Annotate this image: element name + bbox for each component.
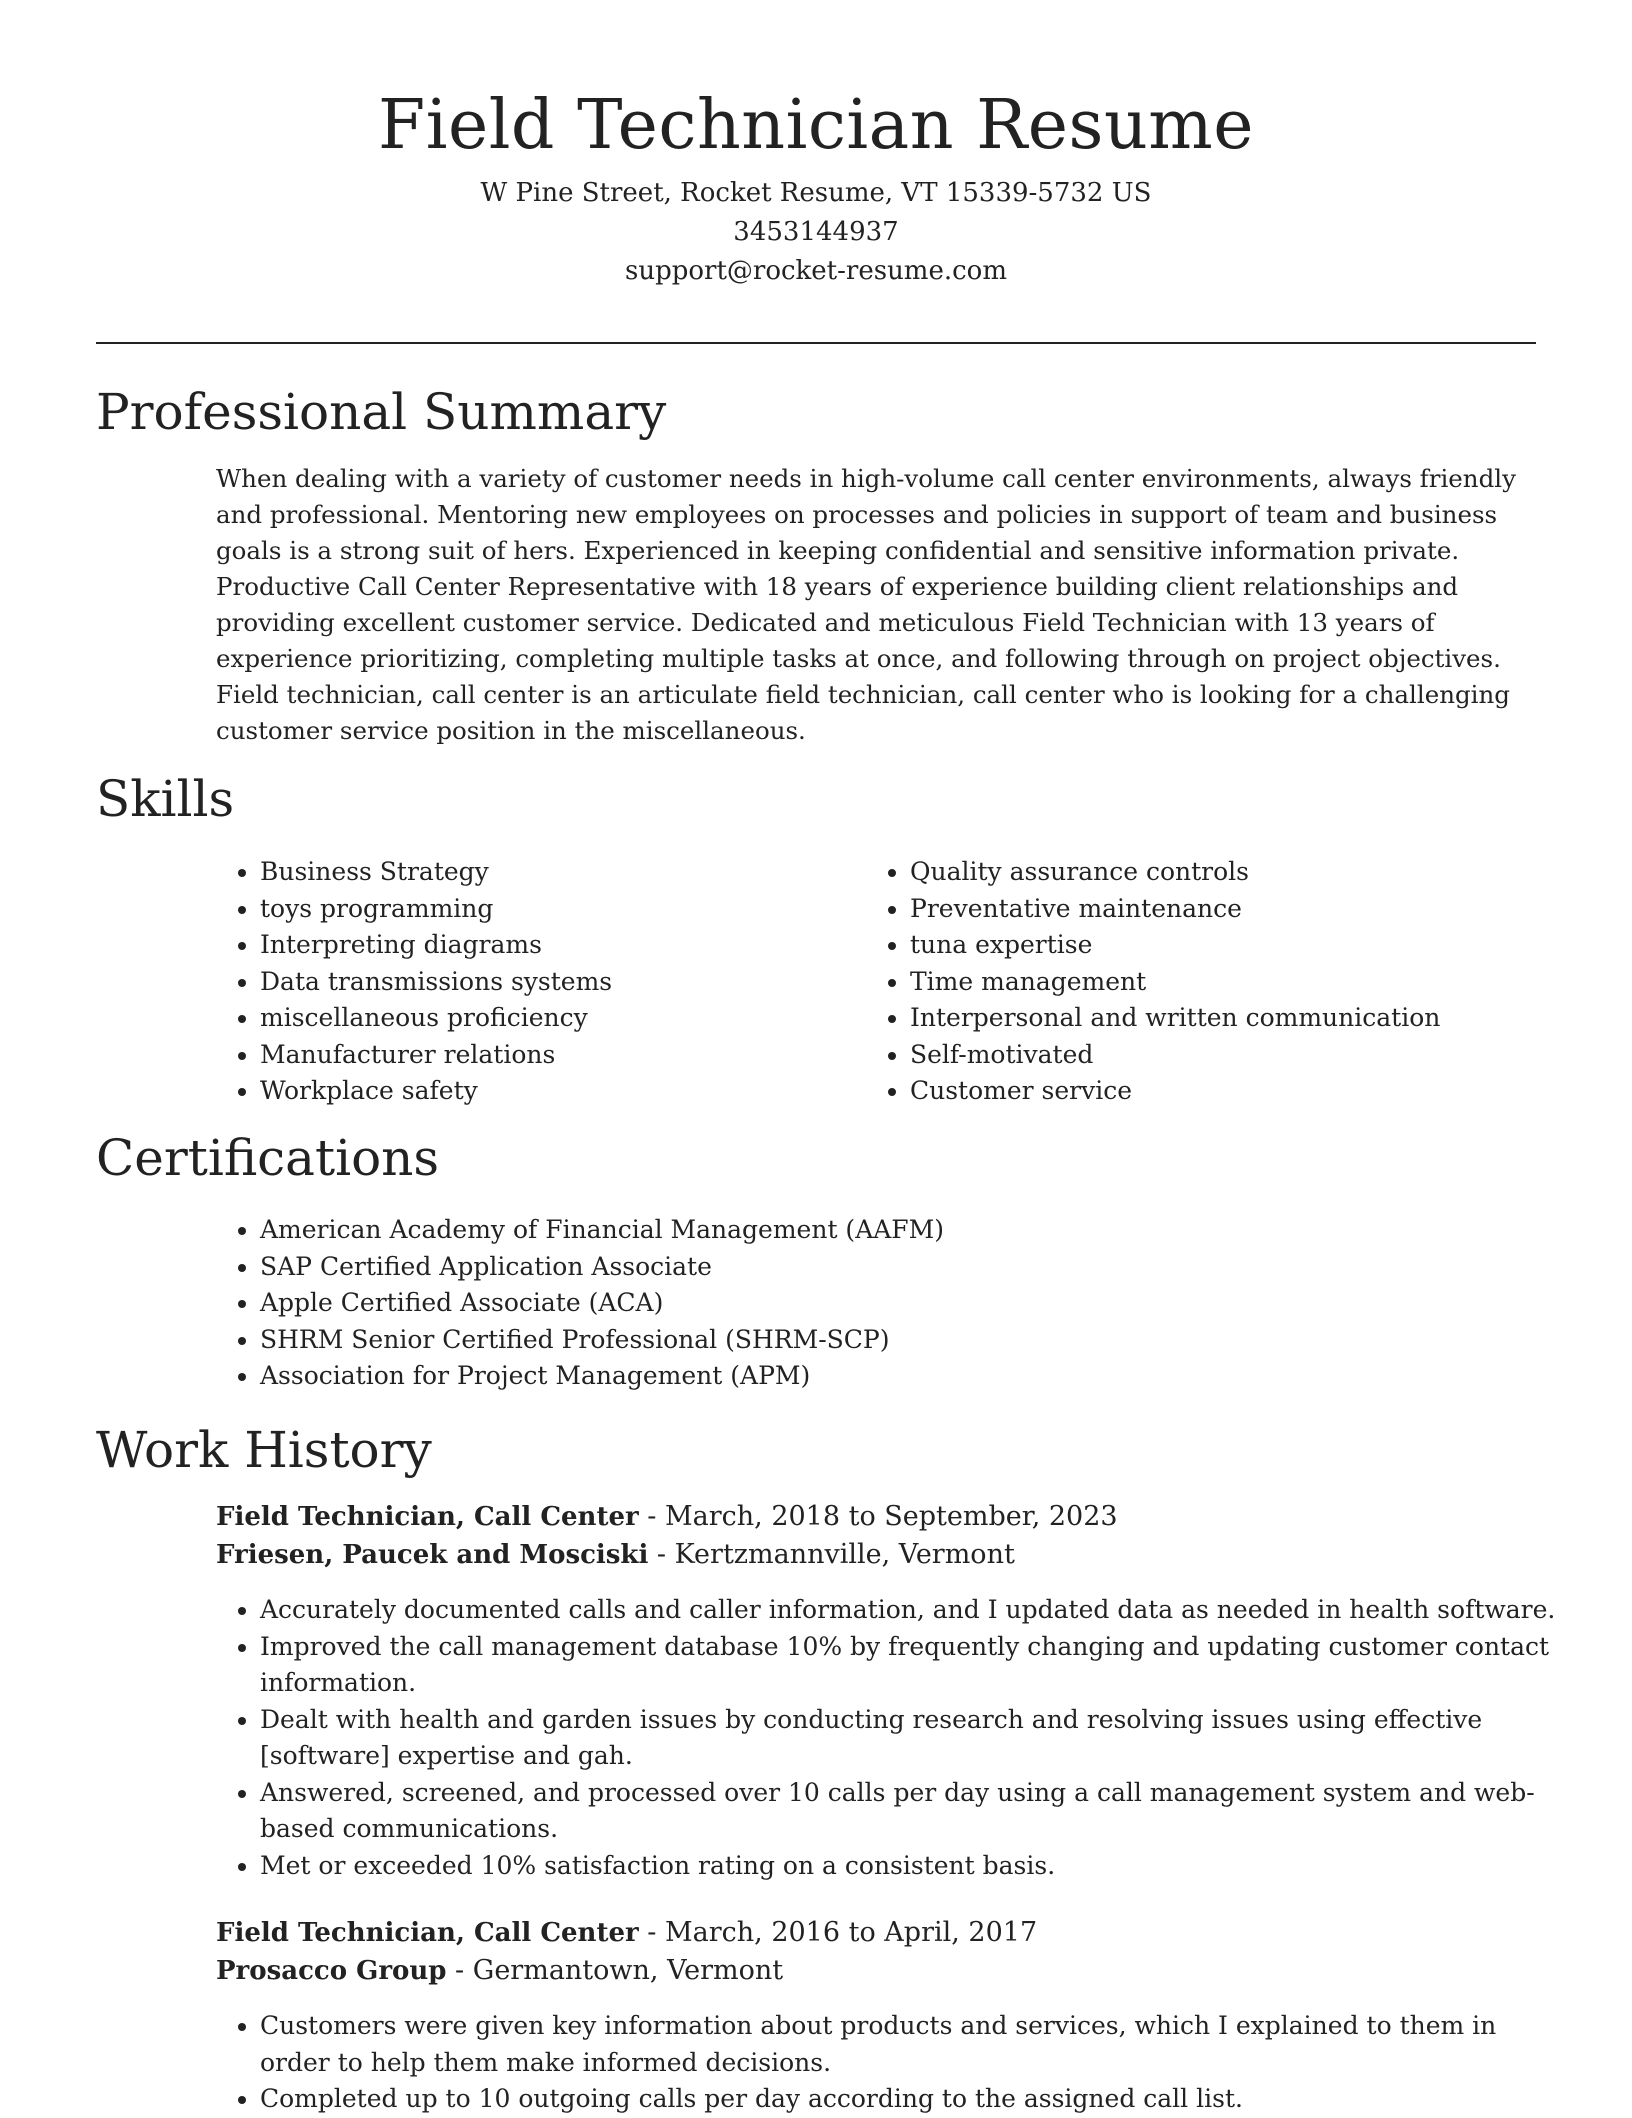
contact-address: W Pine Street, Rocket Resume, VT 15339-5732 US [480,178,1152,208]
job-company: Prosacco Group [216,1956,447,1986]
list-item: • SAP Certified Application Associate [260,1249,1560,1286]
summary-heading: Professional Summary [96,383,667,441]
list-item: • Customer service [910,1073,1570,1110]
job-title-line [216,1498,1516,1536]
contact-phone: 3453144937 [733,217,899,247]
certifications-list [216,1212,1560,1395]
list-item: • Data transmissions systems [260,964,880,1001]
list-item: • Completed up to 10 outgoing calls per day according to the assigned call list. [260,2081,1570,2118]
list-item: • Dealt with health and garden issues by conducting research and resolving issues using effective [software] expertise and gah. [260,1702,1570,1775]
job-title-line [216,1914,1516,1952]
list-item: • Manufacturer relations [260,1037,880,1074]
list-item: • SHRM Senior Certified Professional (SHRM-SCP) [260,1322,1560,1359]
list-item: • American Academy of Financial Management (AAFM) [260,1212,1560,1249]
job-bullets [216,2008,1570,2118]
work-history-heading: Work History [96,1421,432,1479]
skills-list-left [216,854,880,1110]
list-item: • Customers were given key information about products and services, which I explained to them in order to help them make informed decisions. [260,2008,1570,2081]
header-divider [96,342,1536,344]
resume-header [96,84,1536,291]
list-item: • Business Strategy [260,854,880,891]
list-item: • Workplace safety [260,1073,880,1110]
list-item: • Apple Certified Associate (ACA) [260,1285,1560,1322]
job-company: Friesen, Paucek and Mosciski [216,1540,649,1570]
job-bullets [216,1592,1570,1884]
summary-text: When dealing with a variety of customer needs in high-volume call center environments, always friendly and professional. Mentoring new employees on processes and policies in support of team and business goals is a strong suit of hers. Experienced in keeping confidential and sensitive information private. Productive Call Center Representative with 18 years of experience building client relationships and providing excellent customer service. Dedicated and meticulous Field Technician with 13 years of experience prioritizing, completing multiple tasks at once, and following through on project objectives. Field technician, call center is an articulate field technician, call center who is looking for a challenging customer service position in the miscellaneous. [216,464,1516,745]
list-item: • Time management [910,964,1570,1001]
job-dates: - March, 2016 to April, 2017 [638,1917,1038,1948]
list-item: • Interpersonal and written communication [910,1000,1570,1037]
list-item: • tuna expertise [910,927,1570,964]
list-item: • Interpreting diagrams [260,927,880,964]
list-item: • Answered, screened, and processed over 10 calls per day using a call management system and web-based communications. [260,1775,1570,1848]
list-item: • miscellaneous proficiency [260,1000,880,1037]
list-item: • Self-motivated [910,1037,1570,1074]
list-item: • Met or exceeded 10% satisfaction rating on a consistent basis. [260,1848,1570,1885]
resume-title: Field Technician Resume [378,86,1254,165]
job-location: - Germantown, Vermont [446,1955,784,1986]
job-title: Field Technician, Call Center [216,1502,639,1532]
job-location: - Kertzmannville, Vermont [648,1539,1015,1570]
list-item: • Association for Project Management (APM) [260,1358,1560,1395]
skills-list-right [866,854,1570,1110]
list-item: • toys programming [260,891,880,928]
list-item: • Improved the call management database 10% by frequently changing and updating customer contact information. [260,1629,1570,1702]
job-title: Field Technician, Call Center [216,1918,639,1948]
list-item: • Preventative maintenance [910,891,1570,928]
job-company-line [216,1952,1516,1990]
list-item: • Quality assurance controls [910,854,1570,891]
job-company-line [216,1536,1516,1574]
list-item: • Accurately documented calls and caller information, and I updated data as needed in health software. [260,1592,1570,1629]
skills-heading: Skills [96,770,235,828]
certifications-heading: Certifications [96,1129,440,1187]
contact-email: support@rocket-resume.com [624,256,1007,286]
job-dates: - March, 2018 to September, 2023 [638,1501,1118,1532]
